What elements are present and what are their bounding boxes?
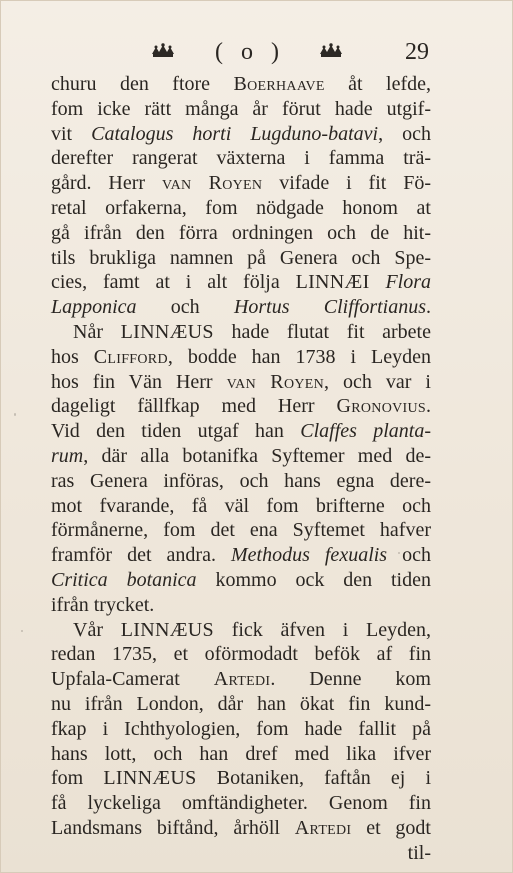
caps-run: LINNÆUS [120,320,214,343]
text-run: få lyckeliga omftändigheter. Genom fin [51,792,431,815]
text-run: vifade i fit Fö- [262,172,431,195]
text-line [51,494,431,519]
crown-ornament-icon [317,42,345,60]
text-run: . [426,395,431,418]
small-caps-run: Clifford [93,345,168,368]
text-line [51,97,431,122]
text-run: och [136,296,234,319]
caps-run: LINNÆI [295,271,370,294]
italic-run: Catalogus horti Lugduno-batavi [91,122,379,145]
text-run: Landsmans biftånd, århöll [51,816,295,839]
text-line [51,196,431,221]
text-run: churu den ftore [51,73,234,95]
text-run: derefter rangerat växterna i famma trä- [51,147,431,170]
text-run: et godt [351,816,431,839]
text-line [51,568,431,593]
text-line [51,518,431,543]
text-run: vit [51,122,92,145]
crown-ornament-icon [149,42,177,60]
page-body [51,72,431,866]
text-run: framför det andra. [51,544,231,567]
caps-run: LINNÆUS [120,618,214,641]
text-run: gård. Herr [51,172,162,195]
text-line [51,791,431,816]
text-run: ifrån trycket. [51,593,155,616]
text-line [51,394,431,419]
text-run: nu ifrån London, dår han ökat fin kund- [51,692,431,715]
text-run: Vår [73,618,121,641]
text-run: hos fin Vän Herr [51,370,227,393]
small-caps-run: Artedi [213,668,271,691]
text-run: . [426,296,431,319]
small-caps-run: Artedi [294,816,352,839]
text-line [51,692,431,717]
text-run: hans lott, och han dref med lika ifver [51,742,431,765]
paper-speck [14,413,16,416]
text-run: fkap i Ichthyologien, fom hade fallit på [51,717,431,740]
text-line [51,841,431,866]
text-line [51,667,431,692]
text-run: hos [51,345,94,368]
text-run: mot fvarande, få väl fom brifterne och [51,494,431,517]
text-line [51,543,431,568]
text-run: redan 1735, et oförmodadt befök af fin [51,643,431,666]
folio-signature: ( o ) [215,39,285,65]
text-run: Vid den tiden utgaf han [51,420,301,443]
text-run [370,271,386,293]
text-run: Når [73,320,121,343]
text-line [51,246,431,271]
text-run: förmånerne, fom det ena Syftemet hafver [51,519,431,542]
text-line [51,122,431,147]
text-run: åt lefde, [324,73,431,95]
italic-run: Flora [385,271,432,294]
small-caps-run: van Royen [161,172,263,195]
text-run: fom [51,767,104,790]
text-run: til- [407,841,431,864]
text-line [51,444,431,469]
page-number: 29 [405,39,429,65]
text-run: ras Genera införas, och hans egna dere- [51,469,431,492]
text-line [51,593,431,618]
text-run: cies, famt at i alt följa [51,271,296,294]
italic-run: Claffes planta- [300,420,431,443]
text-run: tils brukliga namnen på Genera och Spe- [51,246,431,269]
italic-run: Methodus fexualis [230,544,388,567]
text-run: fick äfven i Leyden, [213,618,431,641]
italic-run: Critica botanica [51,568,197,591]
text-line [51,469,431,494]
italic-run: Lapponica [51,296,137,319]
text-run: , bodde han 1738 i Leyden [167,345,431,368]
text-line [51,221,431,246]
text-run: , där alla botanifka Syftemer med de- [83,444,431,467]
text-line [51,717,431,742]
text-line [51,171,431,196]
text-line [51,295,431,320]
italic-run: Hortus Cliffortianus [233,296,426,319]
text-run: retal orfakerna, fom nödgade honom at [51,196,431,219]
text-line [51,72,431,97]
text-run: gå ifrån den förra ordningen och de hit- [51,221,431,244]
small-caps-run: Boerhaave [233,73,325,95]
text-line [51,419,431,444]
small-caps-run: Gronovius [336,395,426,418]
small-caps-run: van Royen [226,370,325,393]
page-header [0,38,513,66]
text-line [51,618,431,643]
text-run: Botaniken, faftån ej i [196,767,432,790]
text-run: och [387,544,431,567]
text-run: fom icke rätt många år förut hade utgif- [51,97,431,120]
paper-speck [398,552,400,554]
text-line [51,642,431,667]
text-run: kommo ock den tiden [196,568,431,591]
text-run: , och [378,122,431,145]
text-line [51,742,431,767]
paper-speck [238,826,240,830]
text-line [51,345,431,370]
text-line [51,270,431,295]
text-run: . Denne kom [270,668,431,691]
text-line [51,320,431,345]
text-run: hade flutat fit arbete [213,320,431,343]
text-run: Upfala-Camerat [51,668,214,691]
caps-run: LINNÆUS [103,767,197,790]
text-line [51,816,431,841]
paper-speck [21,630,23,632]
text-run: dageligt fällfkap med Herr [51,395,337,418]
text-line [51,370,431,395]
italic-run: rum [51,444,84,467]
text-line [51,766,431,791]
text-run: , och var i [324,370,431,393]
text-line [51,146,431,171]
